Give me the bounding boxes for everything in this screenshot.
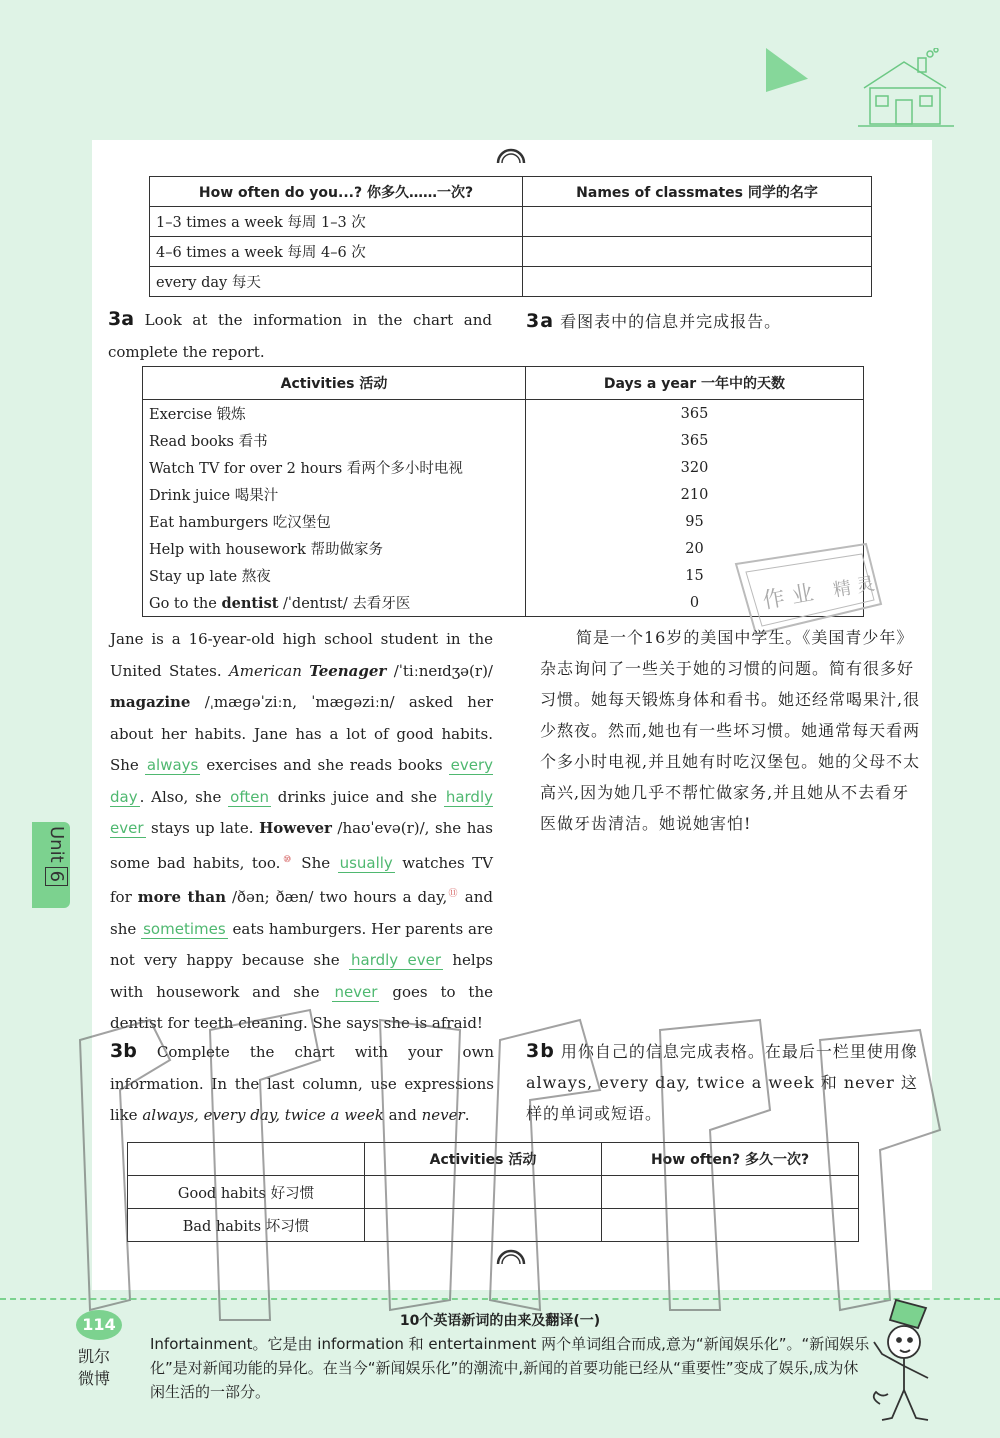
report-text: helps with housework and she xyxy=(110,951,493,1001)
dentist-pre: Go to the xyxy=(149,596,222,612)
answer-hardly-ever: hardly ever xyxy=(110,787,493,837)
report-text: /ˈtiːneɪdʒə(r)/ xyxy=(386,661,493,680)
report-text: She xyxy=(293,853,338,872)
report-english xyxy=(110,624,493,1040)
section-3a-instruction xyxy=(108,304,492,368)
section-3a-text: Look at the information in the chart and complete the report. xyxy=(108,311,492,361)
survey-answer-cell[interactable] xyxy=(523,237,872,267)
report-text: . Also, she xyxy=(139,787,229,806)
days-cell: 95 xyxy=(526,508,864,535)
page-number: 114 xyxy=(76,1310,122,1340)
corner-flag xyxy=(766,48,808,92)
activity-cell: Drink juice 喝果汁 xyxy=(143,481,526,508)
dentist-word: dentist xyxy=(221,595,279,612)
report-text: exercises and she reads books xyxy=(200,756,449,774)
unit-word: Unit xyxy=(46,826,67,863)
note-marker: ⑩ xyxy=(280,854,294,865)
answer-never: never xyxy=(334,982,378,1001)
survey-header-how-often: How often do you...? 你多久……一次? xyxy=(150,177,523,207)
house-drawing xyxy=(856,48,956,130)
binder-ring-bottom xyxy=(494,1244,528,1266)
report-magazine-italic: American xyxy=(228,661,302,680)
answer-every-day: every day xyxy=(110,756,493,806)
habits-table xyxy=(127,1142,859,1242)
report-text: /ðən; ðæn/ two hours a day, xyxy=(225,888,448,906)
habits-input-cell[interactable] xyxy=(602,1176,859,1209)
days-cell: 320 xyxy=(526,454,864,481)
activity-cell: Eat hamburgers 吃汉堡包 xyxy=(143,508,526,535)
habits-input-cell[interactable] xyxy=(365,1176,602,1209)
section-3a-label-zh: 3a xyxy=(526,310,555,332)
answer-always: always xyxy=(146,756,199,774)
report-text: goes to the dentist for teeth cleaning. She says she is afraid! xyxy=(110,982,493,1032)
answer-sometimes: sometimes xyxy=(143,919,226,938)
habits-header-blank xyxy=(128,1143,365,1176)
section-3a-instruction-zh xyxy=(526,306,926,337)
answer-hardly-ever-2: hardly ever xyxy=(351,951,442,969)
section-3b-text: Complete the chart with your own information. In the last column, use expressions like xyxy=(110,1043,494,1124)
days-cell: 20 xyxy=(526,535,864,562)
unit-label xyxy=(0,826,68,883)
activities-header: Activities 活动 xyxy=(143,367,526,400)
report-text: drinks juice and she xyxy=(270,787,444,806)
dentist-post: /ˈdentɪst/ 去看牙医 xyxy=(278,596,411,612)
brand-label: 凯尔微博 xyxy=(78,1347,111,1388)
report-text: and she xyxy=(110,888,493,938)
days-cell: 210 xyxy=(526,481,864,508)
days-cell: 365 xyxy=(526,400,864,428)
activity-cell: Exercise 锻炼 xyxy=(143,400,526,428)
days-cell: 365 xyxy=(526,427,864,454)
survey-row-label: every day 每天 xyxy=(150,267,523,297)
section-3b-text: . xyxy=(464,1106,470,1124)
footer-text: Infortainment。它是由 information 和 entertainment 两个单词组合而成,意为“新闻娱乐化”。“新闻娱乐化”是对新闻功能的异化。在当今“新闻娱乐化”的潮流中,新闻的首要功能已经从“重要性”变成了娱乐,成为休闲生活的一部分。 xyxy=(150,1335,870,1401)
report-text: Jane is a 16-year-old high school student in the United States. xyxy=(110,630,493,680)
report-text: watches TV for xyxy=(110,853,493,906)
note-marker: ⑪ xyxy=(447,889,459,899)
survey-row-label: 4–6 times a week 每周 4–6 次 xyxy=(150,237,523,267)
footer-title: 10个英语新词的由来及翻译(一) xyxy=(399,1313,601,1329)
habits-header-activities: Activities 活动 xyxy=(365,1143,602,1176)
cartoon-kid-icon xyxy=(856,1294,956,1426)
section-3b-label: 3b xyxy=(110,1040,137,1062)
activity-cell: Read books 看书 xyxy=(143,427,526,454)
habits-header-how-often: How often? 多久一次? xyxy=(602,1143,859,1176)
report-chinese: 简是一个16岁的美国中学生。《美国青少年》杂志询问了一些关于她的习惯的问题。简有很多好习惯。她每天锻炼身体和看书。她还经常喝果汁,很少熬夜。然而,她也有一些坏习惯。她通常每天看两个多小时电视,并且她有时吃汉堡包。她的父母不太高兴,因为她几乎不帮忙做家务,并且她从不去看牙医做牙齿清洁。她说她害怕! xyxy=(540,628,921,833)
report-magazine-bold: Teenager xyxy=(309,661,387,680)
survey-table xyxy=(149,176,872,297)
activity-cell: Help with housework 帮助做家务 xyxy=(143,535,526,562)
svg-text:精 灵: 精 灵 xyxy=(831,573,877,602)
report-keyword: However xyxy=(259,819,332,837)
section-3b-instruction-zh xyxy=(526,1036,926,1129)
section-3b-italic: always, every day, twice a week xyxy=(142,1106,384,1124)
section-3a-label: 3a xyxy=(108,308,135,330)
survey-answer-cell[interactable] xyxy=(523,267,872,297)
activity-cell-dentist xyxy=(143,589,526,617)
unit-number: 6 xyxy=(45,867,68,886)
binder-ring-top xyxy=(494,143,528,165)
report-text: stays up late. xyxy=(145,819,260,837)
section-3b-italic: never xyxy=(421,1106,465,1124)
section-3b-text: and xyxy=(383,1106,422,1124)
habits-input-cell[interactable] xyxy=(602,1209,859,1242)
days-cell: 15 xyxy=(526,562,864,589)
days-header: Days a year 一年中的天数 xyxy=(526,367,864,400)
survey-header-names: Names of classmates 同学的名字 xyxy=(523,177,872,207)
footer-divider xyxy=(0,1298,1000,1300)
activity-cell: Watch TV for over 2 hours 看两个多小时电视 xyxy=(143,454,526,481)
habits-row-label: Bad habits 坏习惯 xyxy=(128,1209,365,1242)
activity-cell: Stay up late 熬夜 xyxy=(143,562,526,589)
survey-row-label: 1–3 times a week 每周 1–3 次 xyxy=(150,207,523,237)
report-keyword: magazine xyxy=(110,693,191,711)
section-3a-text-zh: 看图表中的信息并完成报告。 xyxy=(560,312,782,331)
answer-often: often xyxy=(230,787,269,806)
section-3b-instruction xyxy=(110,1036,494,1132)
section-3b-text-zh: 用你自己的信息完成表格。在最后一栏里使用像 always, every day, twice a week 和 never 这样的单词或短语。 xyxy=(526,1042,918,1123)
survey-answer-cell[interactable] xyxy=(523,207,872,237)
report-text: /haʊˈevə(r)/, she has some bad habits, too. xyxy=(110,819,493,872)
days-cell: 0 xyxy=(526,589,864,617)
svg-text:作 业: 作 业 xyxy=(760,580,816,615)
answer-usually: usually xyxy=(339,853,393,872)
habits-input-cell[interactable] xyxy=(365,1209,602,1242)
section-3b-label-zh: 3b xyxy=(526,1040,555,1062)
report-keyword: more than xyxy=(137,888,226,906)
report-text: /ˌmæɡəˈziːn, ˈmæɡəziːn/ asked her about her habits. Jane has a lot of good habits. She xyxy=(110,693,493,774)
report-text: eats hamburgers. Her parents are not very happy because she xyxy=(110,919,493,969)
habits-row-label: Good habits 好习惯 xyxy=(128,1176,365,1209)
